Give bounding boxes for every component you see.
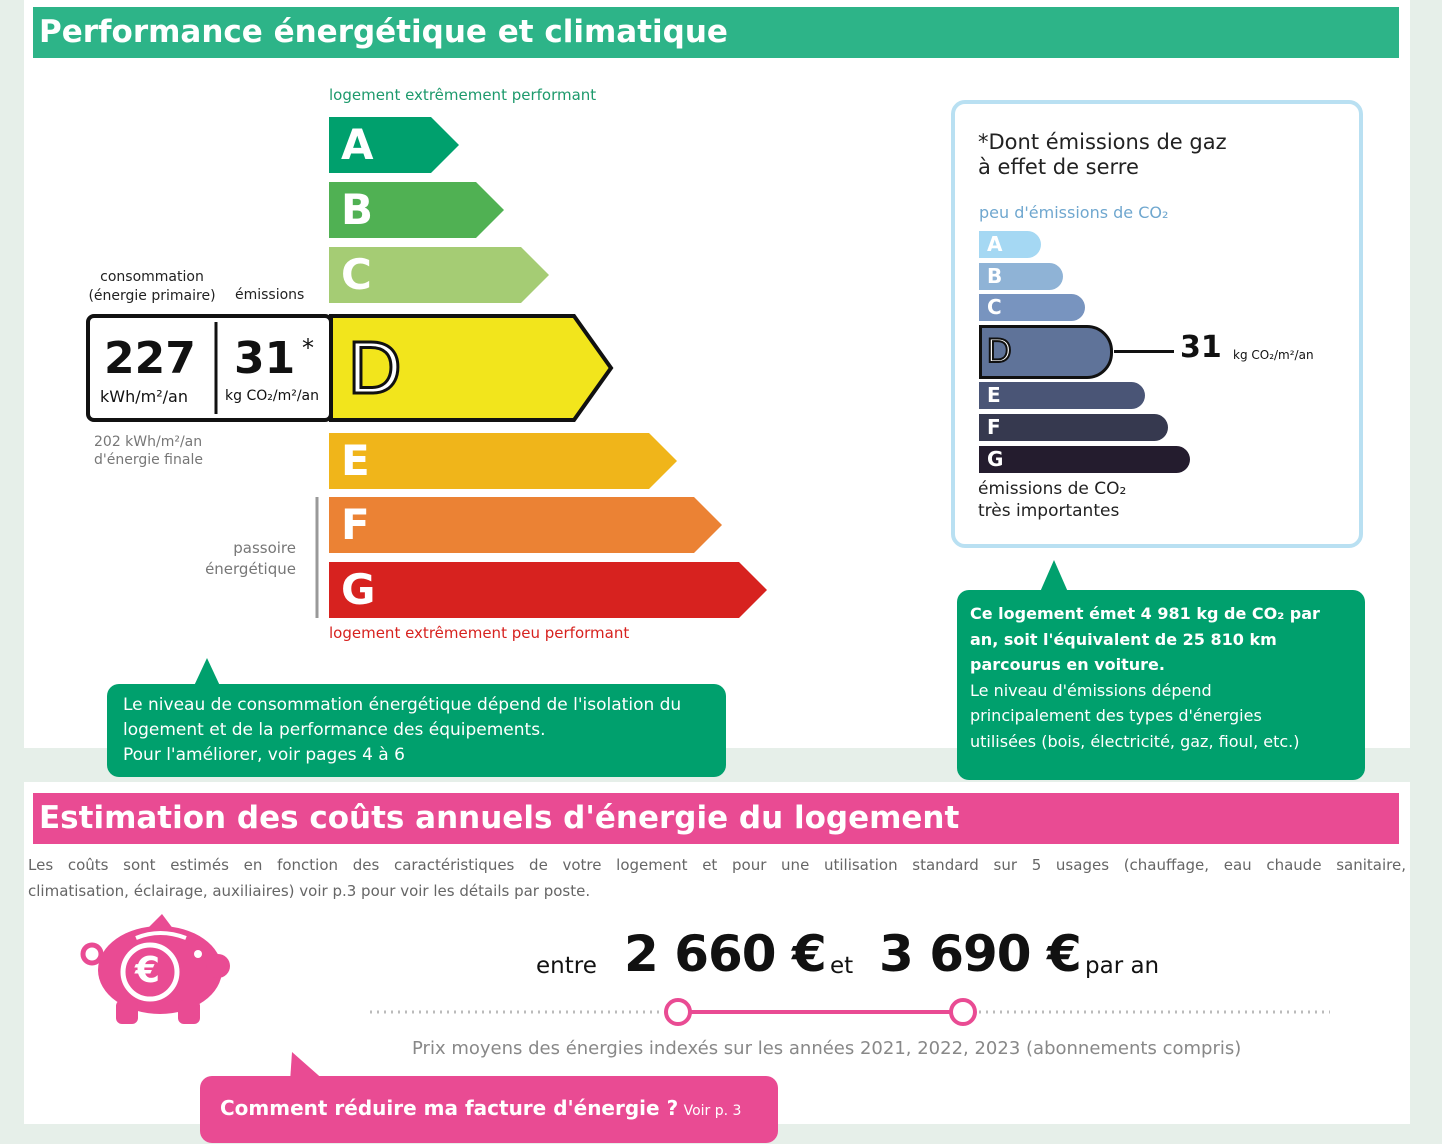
euro-symbol: € bbox=[135, 950, 161, 991]
cost-section-title: Estimation des coûts annuels d'énergie du logement bbox=[33, 793, 1399, 844]
passoire-label: passoire énergétique bbox=[205, 539, 296, 578]
cost-max: 3 690 € bbox=[879, 925, 1081, 983]
energy-section-title: Performance énergétique et climatique bbox=[33, 7, 1399, 58]
ghg-info-bubble: Ce logement émet 4 981 kg de CO₂ par an, soit l'équivalent de 25 810 km parcourus en voiture. Le niveau d'émissions dépend principalement des types d'énergies utilisées (bois, électricité, gaz, fioul, etc.) bbox=[957, 590, 1365, 780]
ghg-letter-B: B bbox=[987, 264, 1003, 288]
ghg-letter-F: F bbox=[987, 415, 1001, 439]
energy-info-bubble: Le niveau de consommation énergétique dépend de l'isolation du logement et de la performance des équipements. Pour l'améliorer, voir pages 4 à 6 bbox=[107, 684, 726, 777]
dpe-letter-E: E bbox=[341, 436, 370, 485]
price-note: Prix moyens des énergies indexés sur les années 2021, 2022, 2023 (abonnements compris) bbox=[412, 1038, 1242, 1059]
dpe-letter-F: F bbox=[341, 500, 370, 549]
cost-min: 2 660 € bbox=[624, 925, 826, 983]
dpe-letter-A: A bbox=[341, 120, 374, 169]
dpe-bar-F bbox=[329, 497, 722, 553]
consumption-value: 227 bbox=[104, 333, 196, 384]
ghg-top-label: peu d'émissions de CO₂ bbox=[979, 203, 1169, 222]
dpe-bar-E bbox=[329, 433, 677, 489]
ghg-value: 31 bbox=[1180, 330, 1222, 365]
ghg-letter-A: A bbox=[987, 232, 1003, 256]
ghg-unit: kg CO₂/m²/an bbox=[1233, 348, 1314, 362]
ghg-letter-G: G bbox=[987, 447, 1004, 471]
ghg-bar-E bbox=[979, 382, 1145, 409]
emissions-value: 31 bbox=[234, 333, 296, 384]
dpe-letter-G: G bbox=[341, 565, 376, 614]
cost-intro: Les coûts sont estimés en fonction des caractéristiques de votre logement et pour une utilisation standard sur 5 usages (chauffage, eau chaude sanitaire, climatisation, éclairage, auxiliaires) voir p.3 pour voir les détails par poste. bbox=[28, 856, 1406, 900]
emissions-unit: kg CO₂/m²/an bbox=[225, 388, 319, 404]
dpe-letter-C: C bbox=[341, 250, 372, 299]
cost-range-bar bbox=[360, 996, 1340, 1028]
cost-par-an: par an bbox=[1085, 953, 1160, 979]
ghg-letter-C: C bbox=[987, 295, 1002, 319]
cost-entre: entre bbox=[536, 953, 597, 979]
ghg-pointer-line bbox=[1114, 350, 1174, 353]
final-energy-note: 202 kWh/m²/an d'énergie finale bbox=[94, 434, 203, 468]
ghg-bar-G bbox=[979, 446, 1190, 473]
ghg-letter-E: E bbox=[987, 383, 1001, 407]
ghg-title: *Dont émissions de gaz à effet de serre bbox=[978, 130, 1227, 179]
dpe-current-letter: D bbox=[348, 326, 402, 409]
dpe-bar-G bbox=[329, 562, 767, 618]
emissions-star: * bbox=[302, 334, 314, 362]
reduce-bill-link[interactable]: Comment réduire ma facture d'énergie ? Voir p. 3 bbox=[200, 1076, 778, 1143]
dpe-letter-B: B bbox=[341, 185, 374, 234]
dpe-top-label: logement extrêmement performant bbox=[329, 86, 597, 104]
emissions-label: émissions bbox=[235, 287, 305, 303]
consumption-unit: kWh/m²/an bbox=[100, 387, 188, 406]
dpe-bottom-label: logement extrêmement peu performant bbox=[329, 624, 630, 642]
consumption-label: consommation (énergie primaire) bbox=[88, 269, 216, 304]
ghg-bubble-tail bbox=[1040, 560, 1070, 592]
ghg-bar-F bbox=[979, 414, 1168, 441]
ghg-bottom-label: émissions de CO₂ très importantes bbox=[978, 479, 1127, 521]
ghg-current-letter: D bbox=[987, 332, 1012, 370]
cost-et: et bbox=[830, 953, 854, 979]
